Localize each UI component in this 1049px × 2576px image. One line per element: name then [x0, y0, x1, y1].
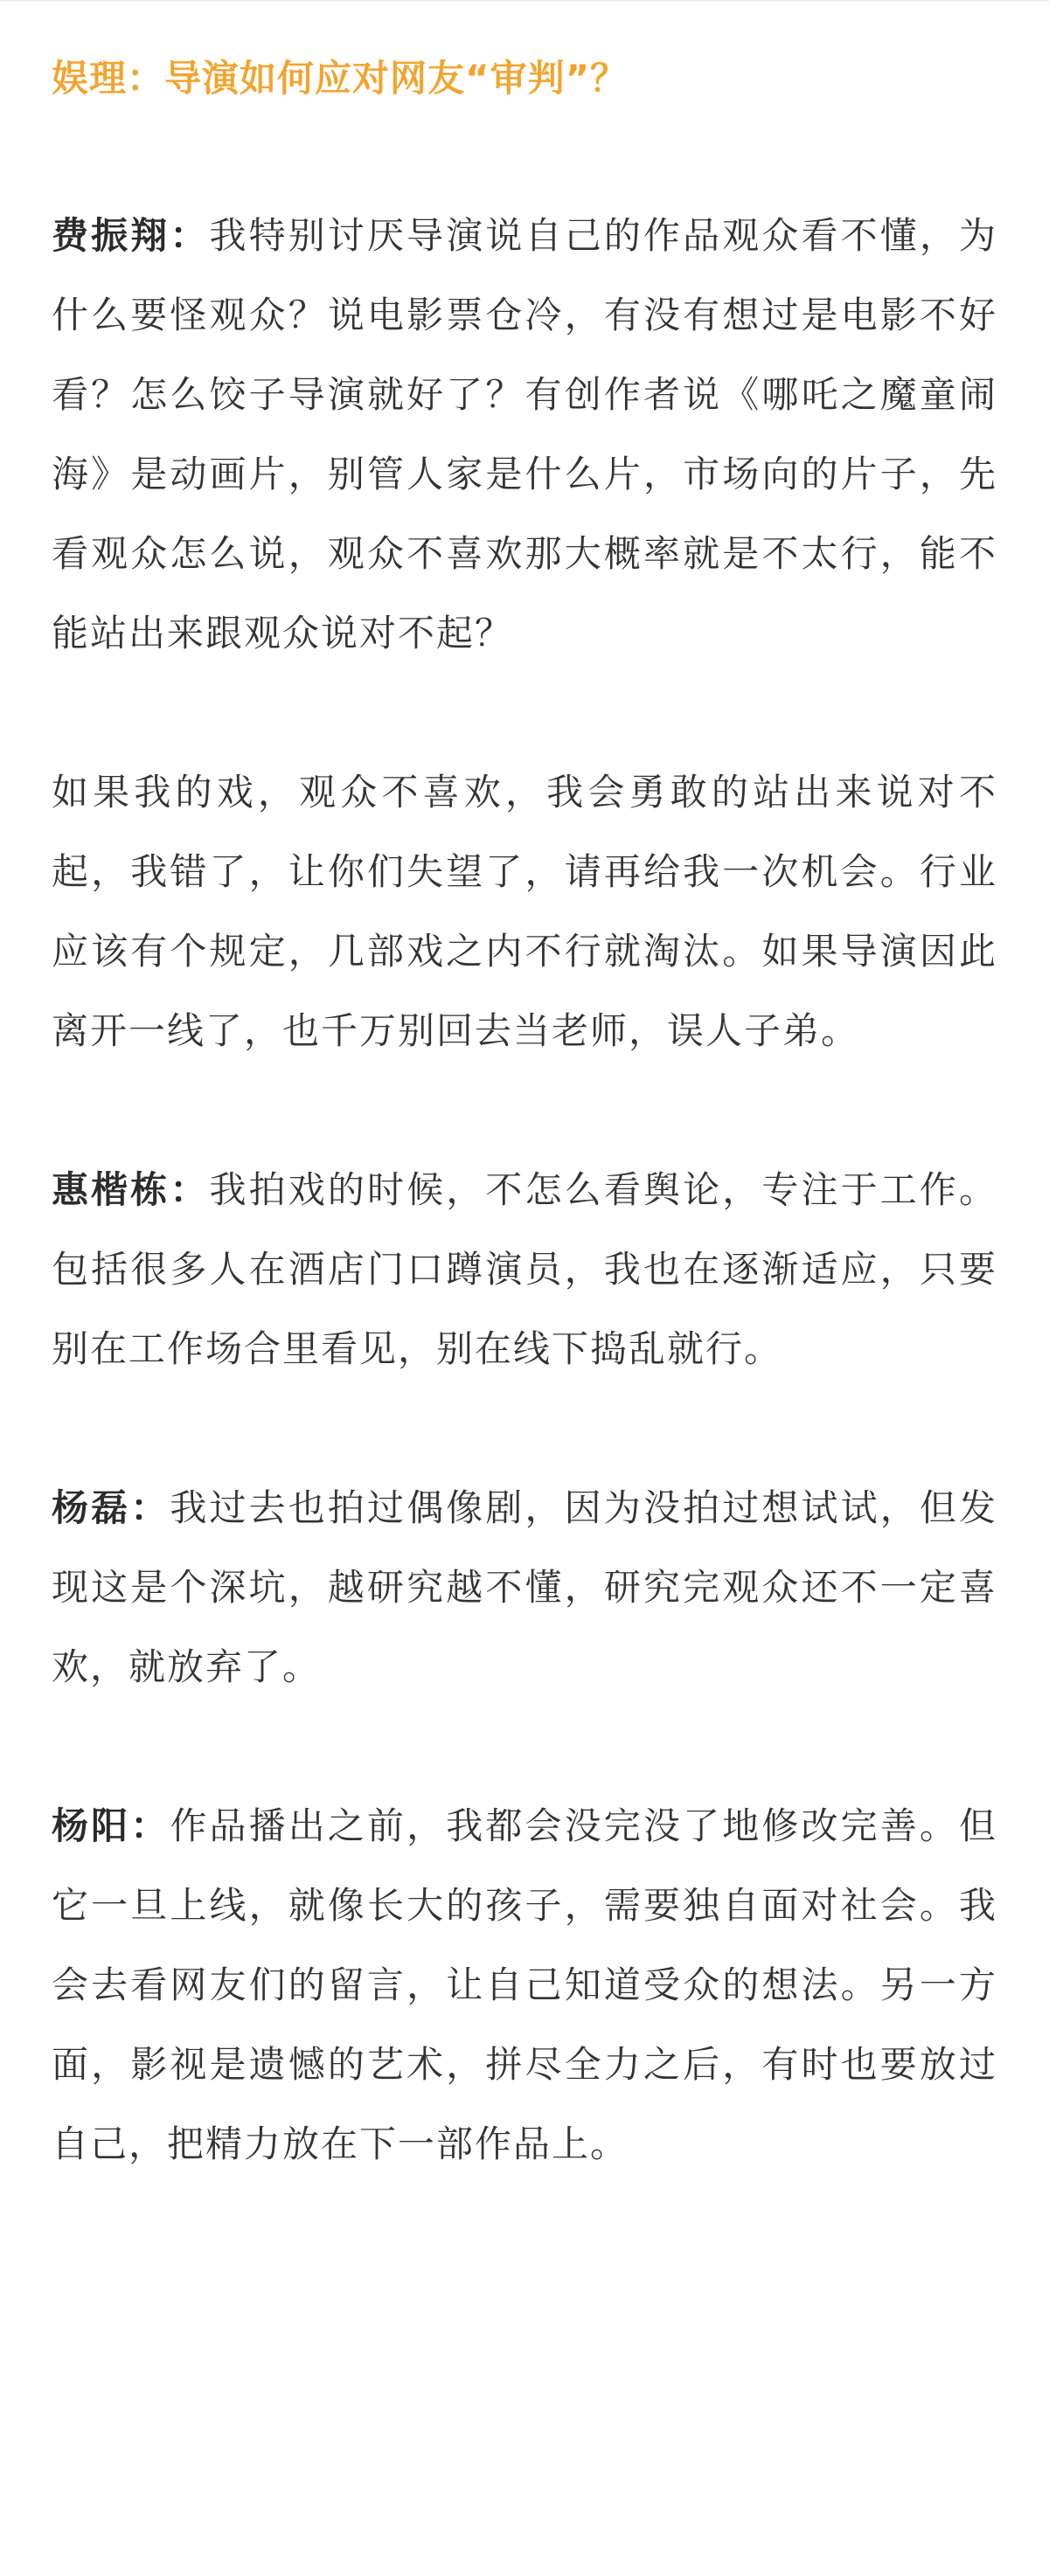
top-divider	[0, 0, 1049, 2]
paragraph-hui-kaidong	[52, 1150, 997, 1388]
paragraph-spacer	[52, 1707, 997, 1786]
paragraph-text: 我特别讨厌导演说自己的作品观众看不懂，为什么要怪观众？说电影票仓冷，有没有想过是电影不好看？怎么饺子导演就好了？有创作者说《哪吒之魔童闹海》是动画片，别管人家是什么片，市场向的片子，先看观众怎么说，观众不喜欢那大概率就是不太行，能不能站出来跟观众说对不起？	[52, 214, 997, 654]
article-body	[52, 37, 997, 2184]
speaker-name: 惠楷栋：	[52, 1168, 210, 1211]
paragraph-text: 我过去也拍过偶像剧，因为没拍过想试试，但发现这是个深坑，越研究越不懂，研究完观众还不一定喜欢，就放弃了。	[52, 1486, 997, 1688]
paragraph-fei-zhenxiang	[52, 196, 997, 673]
paragraph-spacer	[52, 673, 997, 752]
speaker-name: 费振翔：	[52, 214, 210, 257]
article-heading: 娱理：导演如何应对网友“审判”？	[52, 57, 629, 100]
paragraph-spacer	[52, 1070, 997, 1150]
paragraph-yang-lei	[52, 1468, 997, 1707]
paragraph-spacer	[52, 1388, 997, 1468]
paragraph-fei-zhenxiang-continued	[52, 752, 997, 1070]
paragraph-text: 我拍戏的时候，不怎么看舆论，专注于工作。包括很多人在酒店门口蹲演员，我也在逐渐适应，只要别在工作场合里看见，别在线下捣乱就行。	[52, 1168, 997, 1370]
speaker-name: 杨磊：	[52, 1486, 170, 1529]
paragraph-yang-yang	[52, 1786, 997, 2184]
paragraph-spacer	[52, 121, 997, 196]
paragraph-text: 如果我的戏，观众不喜欢，我会勇敢的站出来说对不起，我错了，让你们失望了，请再给我一次机会。行业应该有个规定，几部戏之内不行就淘汰。如果导演因此离开一线了，也千万别回去当老师，误人子弟。	[52, 771, 997, 1052]
paragraph-text: 作品播出之前，我都会没完没了地修改完善。但它一旦上线，就像长大的孩子，需要独自面对社会。我会去看网友们的留言，让自己知道受众的想法。另一方面，影视是遗憾的艺术，拼尽全力之后，有时也要放过自己，把精力放在下一部作品上。	[52, 1804, 997, 2165]
speaker-name: 杨阳：	[52, 1804, 170, 1847]
